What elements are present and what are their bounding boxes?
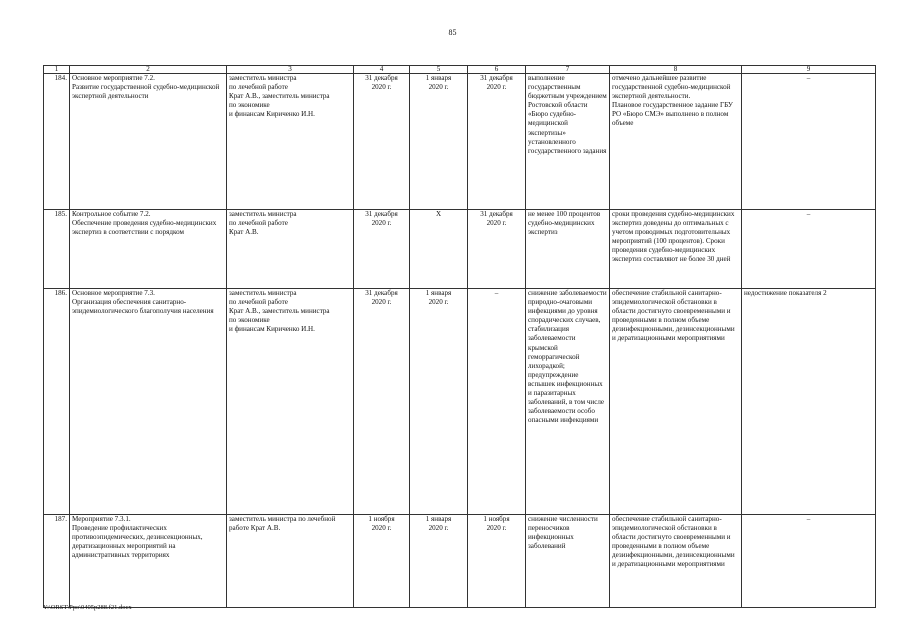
column-header: 9	[742, 66, 876, 74]
planned-date-cell: 31 декабря 2020 г.	[354, 289, 410, 515]
column-header: 2	[70, 66, 227, 74]
column-header: 7	[526, 66, 610, 74]
page-number: 85	[448, 28, 457, 37]
footer-file-path: Y:\ORST\Ppo\0405p288.f21.docx	[43, 604, 132, 611]
planned-date-cell: 31 декабря 2020 г.	[354, 210, 410, 289]
column-header: 1	[44, 66, 70, 74]
column-header: 5	[410, 66, 468, 74]
end-date-cell: 31 декабря 2020 г.	[468, 210, 526, 289]
column-header: 4	[354, 66, 410, 74]
event-cell: Основное мероприятие 7.2. Развитие государственной судебно-медицинской экспертной деятельности	[70, 74, 227, 210]
reasons-cell: недостижение показателя 2	[742, 289, 876, 515]
responsible-cell: заместитель министра по лечебной работе Крат А.В., заместитель министра по экономике и финансам Кириченко И.Н.	[227, 74, 354, 210]
actual-result-cell: обеспечение стабильной санитарно-эпидемиологической обстановки в области достигнуто своевременными и проведенными в полном объеме дезинфекционными, дезинсекционными и дератизационными мероприятиями	[610, 515, 742, 608]
row-number: 186.	[44, 289, 70, 515]
reasons-cell: –	[742, 74, 876, 210]
table-row	[44, 210, 876, 289]
expected-result-cell: снижение численности переносчиков инфекционных заболеваний	[526, 515, 610, 608]
planned-date-cell: 1 ноября 2020 г.	[354, 515, 410, 608]
table-row	[44, 515, 876, 608]
event-cell: Мероприятие 7.3.1. Проведение профилактических противоэпидемических, дезинсекционных, дератизационных мероприятий на административных территориях	[70, 515, 227, 608]
row-number: 187.	[44, 515, 70, 608]
end-date-cell: 1 ноября 2020 г.	[468, 515, 526, 608]
end-date-cell: 31 декабря 2020 г.	[468, 74, 526, 210]
report-table	[43, 65, 876, 608]
responsible-cell: заместитель министра по лечебной работе Крат А.В., заместитель министра по экономике и финансам Кириченко И.Н.	[227, 289, 354, 515]
end-date-cell: –	[468, 289, 526, 515]
actual-result-cell: обеспечение стабильной санитарно-эпидемиологической обстановки в области достигнуто своевременными и проведенными в полном объеме дезинфекционными, дезинсекционными и дератизационными мероприятиями	[610, 289, 742, 515]
responsible-cell: заместитель министра по лечебной работе Крат А.В.	[227, 210, 354, 289]
start-date-cell: 1 января 2020 г.	[410, 74, 468, 210]
table-row	[44, 74, 876, 210]
column-header: 6	[468, 66, 526, 74]
column-header: 8	[610, 66, 742, 74]
event-cell: Контрольное событие 7.2. Обеспечение проведения судебно-медицинских экспертиз в соответствии с порядком	[70, 210, 227, 289]
responsible-cell: заместитель министра по лечебной работе Крат А.В.	[227, 515, 354, 608]
table-row	[44, 289, 876, 515]
event-cell: Основное мероприятие 7.3. Организация обеспечения санитарно-эпидемиологического благополучия населения	[70, 289, 227, 515]
row-number: 184.	[44, 74, 70, 210]
reasons-cell: –	[742, 210, 876, 289]
expected-result-cell: не менее 100 процентов судебно-медицинских экспертиз	[526, 210, 610, 289]
start-date-cell: X	[410, 210, 468, 289]
start-date-cell: 1 января 2020 г.	[410, 515, 468, 608]
column-header: 3	[227, 66, 354, 74]
expected-result-cell: выполнение государственным бюджетным учреждением Ростовской области «Бюро судебно-медицинской экспертизы» установленного государственного задания	[526, 74, 610, 210]
planned-date-cell: 31 декабря 2020 г.	[354, 74, 410, 210]
row-number: 185.	[44, 210, 70, 289]
column-header-row	[44, 66, 876, 74]
actual-result-cell: отмечено дальнейшее развитие государственной судебно-медицинской экспертной деятельности. Плановое государственное задание ГБУ РО «Бюро СМЭ» выполнено в полном объеме	[610, 74, 742, 210]
expected-result-cell: снижение заболеваемости природно-очаговыми инфекциями до уровня спорадических случаев, стабилизация заболеваемости крымской геморрагической лихорадкой; предупреждение вспышек инфекционных и паразитарных заболеваний, в том числе заболеваемости особо опасными инфекциями	[526, 289, 610, 515]
reasons-cell: –	[742, 515, 876, 608]
actual-result-cell: сроки проведения судебно-медицинских экспертиз доведены до оптимальных с учетом проводимых подготовительных мероприятий (100 процентов). Сроки проведения судебно-медицинских экспертиз составляют не более 30 дней	[610, 210, 742, 289]
start-date-cell: 1 января 2020 г.	[410, 289, 468, 515]
